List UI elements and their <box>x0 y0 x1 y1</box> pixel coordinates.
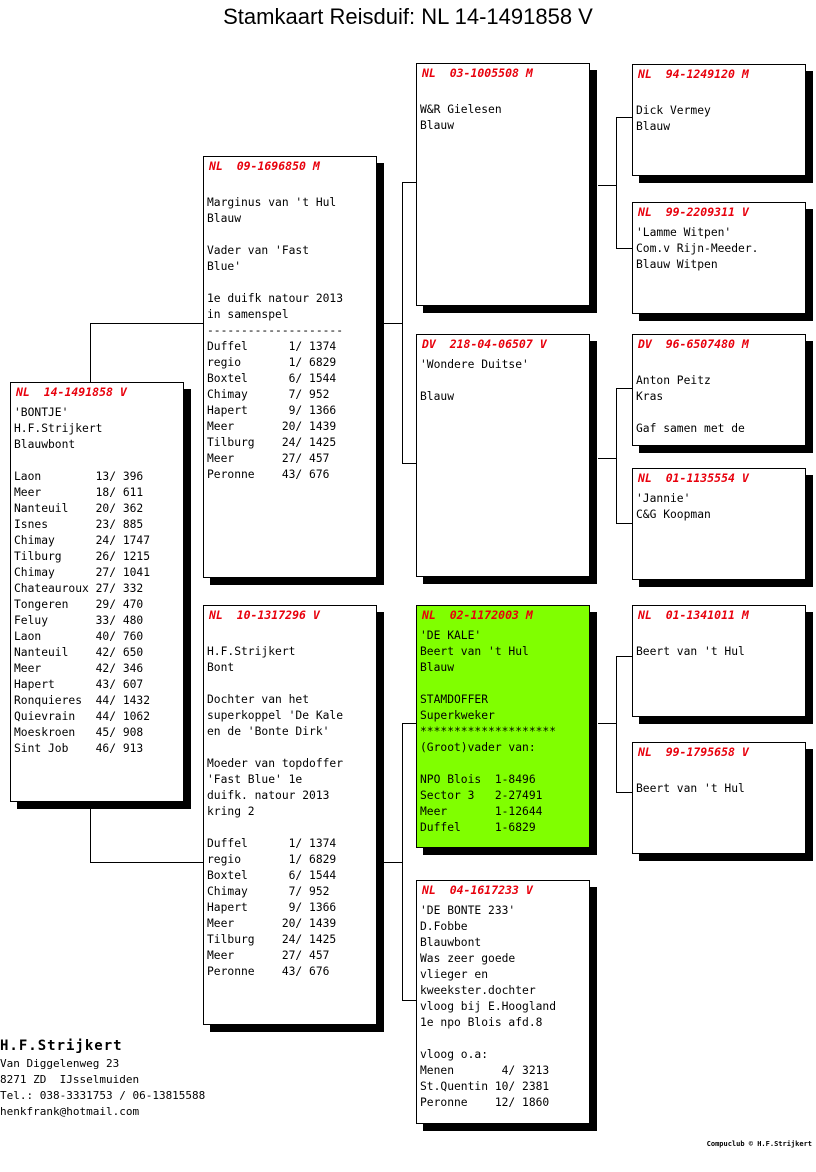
owner-email: henkfrank@hotmail.com <box>0 1105 140 1118</box>
connector <box>598 185 616 186</box>
card-line: Tilburg 26/ 1215 <box>14 550 151 563</box>
card-line: STAMDOFFER <box>420 693 489 706</box>
card-line: Hapert 43/ 607 <box>14 678 144 691</box>
card-line: Peronne 43/ 676 <box>207 965 330 978</box>
pedigree-card-father <box>203 156 377 578</box>
card-line: 1e duifk natour 2013 <box>207 292 344 305</box>
card-line: kweekster.dochter <box>420 984 536 997</box>
card-line: St.Quentin 10/ 2381 <box>420 1080 550 1093</box>
card-lines <box>417 899 589 1115</box>
pedigree-card-paternal-grandfather <box>416 63 590 306</box>
card-line: Beert van 't Hul <box>636 645 745 658</box>
card-line: Meer 20/ 1439 <box>207 917 337 930</box>
connector <box>616 792 632 793</box>
card-line: Duffel 1-6829 <box>420 821 536 834</box>
owner-city: 8271 ZD IJsselmuiden <box>0 1073 140 1086</box>
card-line: Meer 20/ 1439 <box>207 420 337 433</box>
card-lines <box>633 624 805 664</box>
card-line: W&R Gielesen <box>420 103 502 116</box>
page-title: Stamkaart Reisduif: NL 14-1491858 V <box>223 4 593 29</box>
connector <box>402 182 403 464</box>
card-line: Sint Job 46/ 913 <box>14 742 144 755</box>
card-line: Chimay 7/ 952 <box>207 885 330 898</box>
owner-info <box>0 1036 205 1120</box>
card-line: vlieger en <box>420 968 489 981</box>
connector <box>384 862 402 863</box>
card-line: 'Lamme Witpen' <box>636 226 732 239</box>
card-line <box>207 227 373 243</box>
pedigree-card-ggp-mff <box>632 605 806 717</box>
card-line: Was zeer goede <box>420 952 516 965</box>
card-line <box>420 676 586 692</box>
card-line: Moeskroen 45/ 908 <box>14 726 144 739</box>
card-line <box>420 86 586 102</box>
card-line <box>420 373 586 389</box>
connector <box>616 656 632 657</box>
ring-number: NL 09-1696850 M <box>209 159 320 173</box>
card-line: Peronne 12/ 1860 <box>420 1096 550 1109</box>
card-lines <box>633 761 805 801</box>
card-line: Dochter van het <box>207 693 310 706</box>
card-line: Boxtel 6/ 1544 <box>207 372 337 385</box>
card-line: Blauw Witpen <box>636 258 718 271</box>
card-line: Isnes 23/ 885 <box>14 518 144 531</box>
card-line: Kras <box>636 390 664 403</box>
ring-number: NL 02-1172003 M <box>422 608 533 622</box>
card-line: NPO Blois 1-8496 <box>420 773 536 786</box>
card-lines <box>417 82 589 138</box>
card-line: 'BONTJE' <box>14 406 69 419</box>
connector <box>90 323 91 383</box>
owner-phone: Tel.: 038-3331753 / 06-13815588 <box>0 1089 206 1102</box>
connector <box>402 1000 416 1001</box>
card-line: Peronne 43/ 676 <box>207 468 330 481</box>
pedigree-card-ggp-ffm <box>632 202 806 314</box>
card-line: Quievrain 44/ 1062 <box>14 710 151 723</box>
card-line <box>14 453 180 469</box>
connector <box>384 323 402 324</box>
card-line: Meer 27/ 457 <box>207 949 330 962</box>
card-line <box>636 765 802 781</box>
card-line: Tongeren 29/ 470 <box>14 598 144 611</box>
card-line <box>420 1031 586 1047</box>
connector <box>402 182 416 183</box>
card-line: Chimay 24/ 1747 <box>14 534 151 547</box>
card-line <box>636 628 802 644</box>
card-line: superkoppel 'De Kale <box>207 709 344 722</box>
connector <box>90 862 203 863</box>
connector <box>598 723 616 724</box>
card-line <box>636 87 802 103</box>
card-line <box>207 676 373 692</box>
card-line: Nanteuil 20/ 362 <box>14 502 144 515</box>
card-lines <box>417 353 589 409</box>
owner-contact <box>0 1056 205 1120</box>
card-line: 1e npo Blois afd.8 <box>420 1016 543 1029</box>
connector <box>402 723 416 724</box>
card-line: Nanteuil 42/ 650 <box>14 646 144 659</box>
card-lines <box>633 487 805 527</box>
pedigree-card-ggp-fmf <box>632 334 806 446</box>
connector <box>616 117 632 118</box>
pedigree-card-maternal-grandfather <box>416 605 590 848</box>
card-line: Chimay 7/ 952 <box>207 388 330 401</box>
card-line: Feluy 33/ 480 <box>14 614 144 627</box>
connector <box>616 388 617 524</box>
ring-number: NL 99-2209311 V <box>638 205 749 219</box>
ring-number: NL 99-1795658 V <box>638 745 749 759</box>
card-lines <box>204 624 376 984</box>
card-line: Blauw <box>420 119 455 132</box>
ring-number: NL 04-1617233 V <box>422 883 533 897</box>
ring-number: NL 01-1341011 M <box>638 608 749 622</box>
connector <box>402 463 416 464</box>
card-line: Chateauroux 27/ 332 <box>14 582 144 595</box>
card-line: Com.v Rijn-Meeder. <box>636 242 759 255</box>
card-line: Hapert 9/ 1366 <box>207 901 337 914</box>
card-line: Blue' <box>207 260 242 273</box>
connector <box>90 323 203 324</box>
pedigree-card-paternal-grandmother <box>416 334 590 577</box>
card-line: Anton Peitz <box>636 374 711 387</box>
card-line: D.Fobbe <box>420 920 468 933</box>
card-line: Duffel 1/ 1374 <box>207 837 337 850</box>
card-line <box>207 820 373 836</box>
card-line: 'Fast Blue' 1e <box>207 773 303 786</box>
connector <box>616 388 632 389</box>
connector <box>90 802 91 863</box>
card-line <box>636 357 802 373</box>
card-line: C&G Koopman <box>636 508 711 521</box>
connector <box>598 458 616 459</box>
card-line: Blauw <box>420 661 455 674</box>
card-line: Sector 3 2-27491 <box>420 789 543 802</box>
owner-address: Van Diggelenweg 23 <box>0 1057 120 1070</box>
card-line: in samenspel <box>207 308 289 321</box>
card-line <box>207 740 373 756</box>
card-lines <box>204 175 376 487</box>
card-line: vloog o.a: <box>420 1048 489 1061</box>
connector <box>616 523 632 524</box>
card-line <box>207 275 373 291</box>
card-line: Ronquieres 44/ 1432 <box>14 694 151 707</box>
ring-number: NL 10-1317296 V <box>209 608 320 622</box>
card-line: (Groot)vader van: <box>420 741 536 754</box>
card-line: -------------------- <box>207 324 344 337</box>
card-line <box>636 405 802 421</box>
card-line: 'DE KALE' <box>420 629 482 642</box>
card-line <box>207 628 373 644</box>
footer-credit: Compuclub © H.F.Strijkert <box>706 1140 812 1148</box>
card-line: Beert van 't Hul <box>636 782 745 795</box>
card-line: Meer 1-12644 <box>420 805 543 818</box>
connector <box>616 117 617 249</box>
card-line: Tilburg 24/ 1425 <box>207 436 337 449</box>
card-lines <box>633 221 805 277</box>
card-lines <box>11 401 183 761</box>
card-line: Blauw <box>420 390 455 403</box>
ring-number: NL 03-1005508 M <box>422 66 533 80</box>
connector <box>616 656 617 793</box>
card-line: Dick Vermey <box>636 104 711 117</box>
card-line: Superkweker <box>420 709 495 722</box>
owner-name: H.F.Strijkert <box>0 1038 123 1054</box>
card-line: Hapert 9/ 1366 <box>207 404 337 417</box>
card-line: Marginus van 't Hul <box>207 196 337 209</box>
card-lines <box>633 353 805 441</box>
pedigree-card-mother <box>203 605 377 1025</box>
card-line: Meer 18/ 611 <box>14 486 144 499</box>
pedigree-card-maternal-grandmother <box>416 880 590 1124</box>
pedigree-card-ggp-fff <box>632 64 806 176</box>
card-line: H.F.Strijkert <box>207 645 296 658</box>
card-line: Meer 42/ 346 <box>14 662 144 675</box>
card-line: 'Wondere Duitse' <box>420 358 529 371</box>
card-line: Blauw <box>636 120 671 133</box>
card-line: regio 1/ 6829 <box>207 853 337 866</box>
card-line: Gaf samen met de <box>636 422 745 435</box>
card-line: Tilburg 24/ 1425 <box>207 933 337 946</box>
ring-number: DV 218-04-06507 V <box>422 337 547 351</box>
card-line <box>420 756 586 772</box>
card-line: Laon 40/ 760 <box>14 630 144 643</box>
card-line: Blauwbont <box>420 936 482 949</box>
card-line <box>207 179 373 195</box>
card-line: kring 2 <box>207 805 255 818</box>
ring-number: DV 96-6507480 M <box>638 337 749 351</box>
card-line: Bont <box>207 661 235 674</box>
card-line: Duffel 1/ 1374 <box>207 340 337 353</box>
ring-number: NL 94-1249120 M <box>638 67 749 81</box>
ring-number: NL 01-1135554 V <box>638 471 749 485</box>
card-line: en de 'Bonte Dirk' <box>207 725 330 738</box>
card-line: ******************** <box>420 725 557 738</box>
card-line: Blauwbont <box>14 438 76 451</box>
pedigree-card-subject <box>10 382 184 802</box>
card-line: Beert van 't Hul <box>420 645 529 658</box>
card-line: duifk. natour 2013 <box>207 789 330 802</box>
card-line: Meer 27/ 457 <box>207 452 330 465</box>
card-line: Moeder van topdoffer <box>207 757 344 770</box>
connector <box>616 248 632 249</box>
card-lines <box>633 83 805 139</box>
card-line: 'DE BONTE 233' <box>420 904 516 917</box>
card-line: Vader van 'Fast <box>207 244 310 257</box>
card-line: regio 1/ 6829 <box>207 356 337 369</box>
pedigree-card-ggp-fmm <box>632 468 806 580</box>
card-line: Chimay 27/ 1041 <box>14 566 151 579</box>
card-lines <box>417 624 589 840</box>
card-line: vloog bij E.Hoogland <box>420 1000 557 1013</box>
card-line: Blauw <box>207 212 242 225</box>
card-line: Menen 4/ 3213 <box>420 1064 550 1077</box>
card-line: Boxtel 6/ 1544 <box>207 869 337 882</box>
card-line: H.F.Strijkert <box>14 422 103 435</box>
ring-number: NL 14-1491858 V <box>16 385 127 399</box>
connector <box>402 723 403 1001</box>
pedigree-card-ggp-mfm <box>632 742 806 854</box>
card-line: Laon 13/ 396 <box>14 470 144 483</box>
card-line: 'Jannie' <box>636 492 691 505</box>
